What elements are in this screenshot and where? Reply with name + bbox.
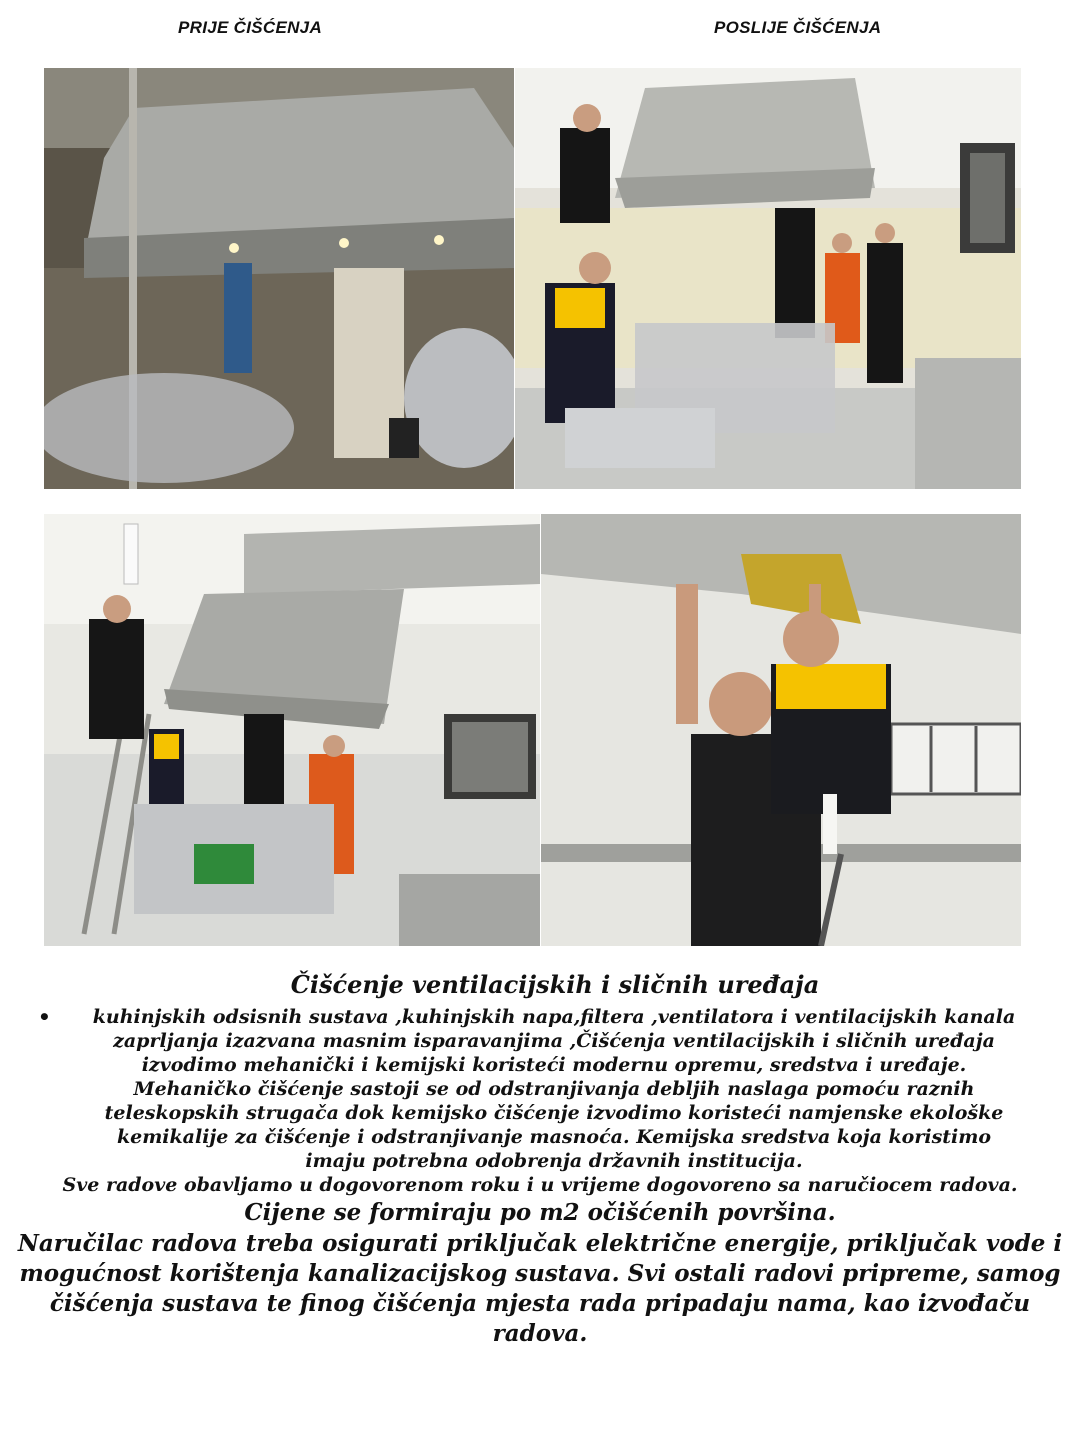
photo-two-workers-duct	[541, 514, 1021, 946]
photo-before-hood-kitchen	[44, 68, 514, 489]
caption-after: POSLIJE ČIŠĆENJA	[714, 18, 882, 37]
photo-after-team-cleaning	[515, 68, 1021, 489]
bullet-text: kuhinjskih odsisnih sustava ,kuhinjskih napa,filtera ,ventilatora i ventilacijskih kanala zaprljanja izazvana masnim isparavanjima ,Čišćenja ventilacijskih i sličnih uređaja izvodimo mehanički i kemijski koristeći modernu opremu, sredstva i uređaje. Mehaničko čišćenje sastoji se od odstranjivanja debljih naslaga pomoću raznih teleskopskih strugača dok kemijsko čišćenje izvodimo koristeći namjenske ekološke kemikalije za čišćenje i odstranjivanje masnoća. Kemijska sredstva koja koristimo imaju potrebna odobrenja državnih institucija.	[92, 1006, 1016, 1172]
bullet-item	[0, 1005, 1080, 1173]
caption-before: PRIJE ČIŠĆENJA	[178, 18, 323, 37]
bullet-icon: •	[38, 1005, 51, 1029]
description-section	[0, 970, 1080, 1349]
requirements-text: Naručilac radova treba osigurati priključak električne energije, priključak vode i mogućnost korištenja kanalizacijskog sustava. Svi ostali radovi pripreme, samog čišćenja sustava te finog čišćenja mjesta rada pripadaju nama, kao izvođaču radova.	[17, 1230, 1063, 1347]
photo-workers-on-ladder	[44, 514, 540, 946]
pricing-line: Cijene se formiraju po m2 očišćenih površina.	[244, 1199, 836, 1226]
schedule-line: Sve radove obavljamo u dogovorenom roku i u vrijeme dogovoreno sa naručiocem radova.	[62, 1174, 1018, 1196]
section-title: Čišćenje ventilacijskih i sličnih uređaja	[290, 970, 820, 999]
